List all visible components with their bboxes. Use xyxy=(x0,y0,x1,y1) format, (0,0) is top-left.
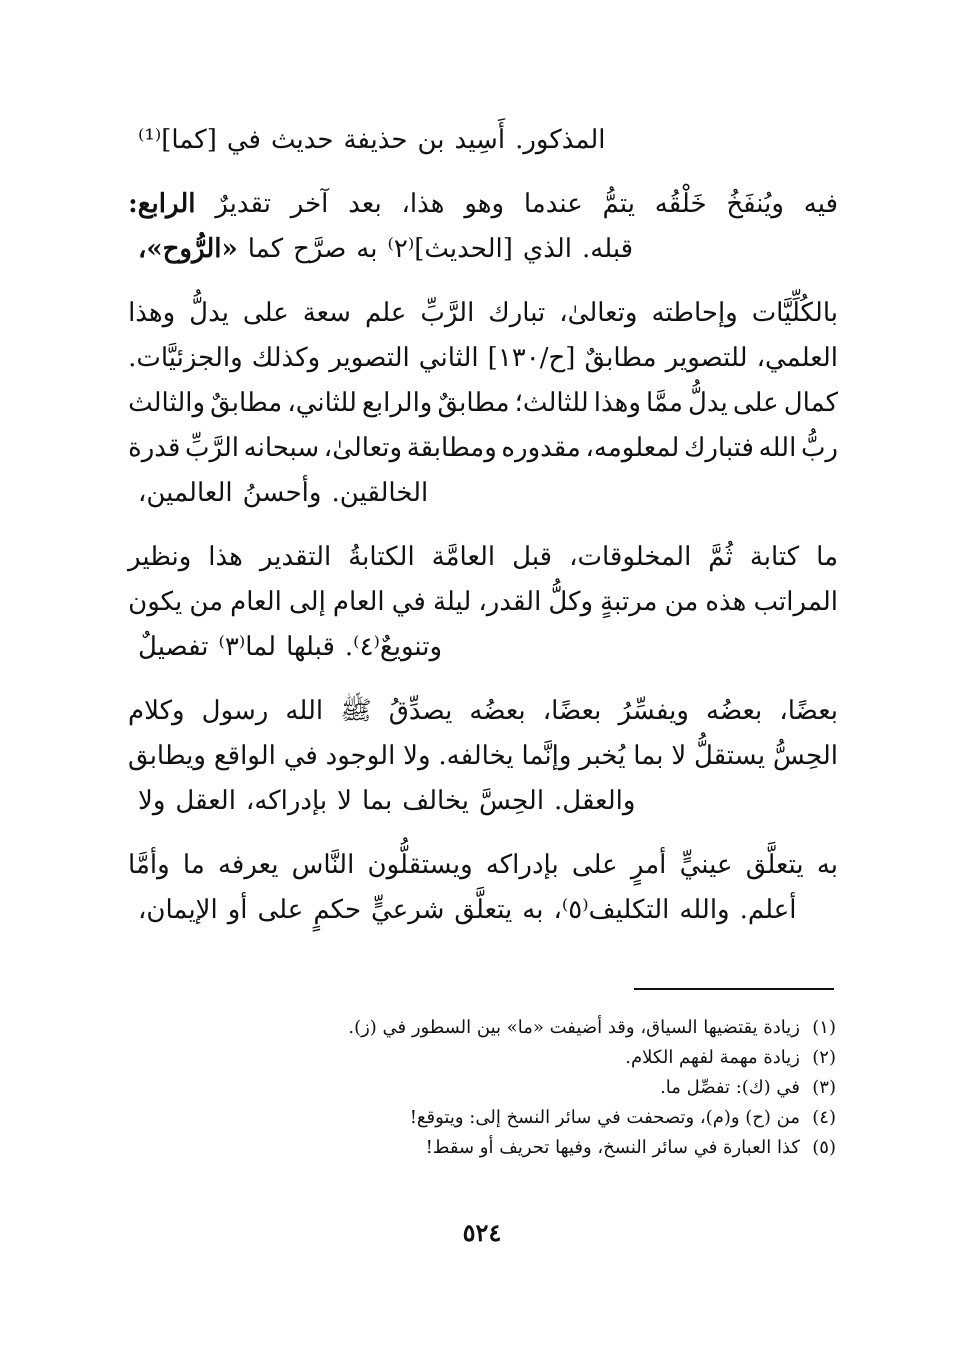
word: يصدِّقُ xyxy=(388,696,453,726)
footnote-text: زيادة يقتضيها السياق، وقد أضيفت «ما» بين السطور في (ز). xyxy=(348,1017,800,1038)
word: ليلة xyxy=(432,587,472,617)
page-number: ٥٢٤ xyxy=(462,1218,502,1247)
word: سعة xyxy=(302,298,351,328)
word: والعقل. xyxy=(554,786,636,816)
word: المراتب xyxy=(753,587,838,617)
word: بإدراكه، xyxy=(245,786,328,816)
word: ويطابق xyxy=(128,741,206,771)
word: ربُّ xyxy=(800,433,838,463)
word: يستقلُّ xyxy=(693,741,766,771)
word: وهذا xyxy=(128,298,176,328)
word: وكذلك xyxy=(251,343,321,373)
word: يُخبر xyxy=(579,741,626,771)
word: أو xyxy=(227,895,248,925)
word: حديث xyxy=(270,125,334,155)
paragraph xyxy=(128,182,838,272)
footnote xyxy=(136,1013,836,1043)
word: بما xyxy=(361,786,393,816)
word: يدلُّ xyxy=(189,298,229,328)
word: هذا xyxy=(208,542,243,572)
text-line xyxy=(128,426,838,471)
word: حذيفة xyxy=(343,125,408,155)
word: وأمَّا xyxy=(128,850,170,880)
word: الرَّبِّ xyxy=(420,298,475,328)
word: علم xyxy=(364,298,407,328)
word: أعلم. xyxy=(739,895,797,925)
word: على xyxy=(571,850,618,880)
word: رسول xyxy=(201,696,269,726)
word: الله xyxy=(758,433,797,463)
word: والله xyxy=(679,895,730,925)
footnote xyxy=(136,1133,836,1163)
word: ونظير xyxy=(128,542,192,572)
word: يخالف xyxy=(402,786,469,816)
word: لما⁽٣⁾ xyxy=(218,632,277,662)
word: لا xyxy=(671,741,687,771)
word: تفصيلٌ xyxy=(138,632,209,662)
word: ويستقلُّون xyxy=(367,850,473,880)
word: الله xyxy=(285,696,324,726)
word: به xyxy=(522,895,544,925)
word: كمال xyxy=(783,388,838,418)
word: التصوير xyxy=(329,343,410,373)
word: قدرة xyxy=(128,433,181,463)
word: إلى xyxy=(288,587,326,617)
word: هذا، xyxy=(401,189,445,219)
word: وكلُّ xyxy=(548,587,594,617)
footnote-number: (٣) xyxy=(812,1077,836,1098)
text-line xyxy=(128,471,838,516)
word: الواقع xyxy=(213,741,276,771)
word: على xyxy=(732,388,779,418)
word: العالمين، xyxy=(138,478,233,508)
text-line xyxy=(128,336,838,381)
word: شرعيٍّ xyxy=(371,895,445,925)
word: به xyxy=(816,850,838,880)
word: يكون xyxy=(128,587,183,617)
word: فيه xyxy=(803,189,838,219)
word: بعضُه xyxy=(469,696,526,726)
word: آخر xyxy=(290,189,329,219)
word: لمعلومه، xyxy=(585,433,680,463)
word: العقل xyxy=(175,786,236,816)
paragraph xyxy=(128,689,838,824)
footnote-text: من (ح) و(م)، وتصحفت في سائر النسخ إلى: ويتوقع! xyxy=(409,1107,800,1128)
word: أَسِيد xyxy=(454,125,506,155)
footnote-number: (٤) xyxy=(812,1107,836,1128)
footnote-number: (١) xyxy=(812,1017,836,1038)
word: بن xyxy=(417,125,445,155)
word: الخالقين. xyxy=(331,478,429,508)
word: أمرٍ xyxy=(630,850,667,880)
word: الكتابةُ xyxy=(348,542,415,572)
word: الوجود xyxy=(325,741,396,771)
text-line xyxy=(128,625,838,670)
word: بإدراكه xyxy=(485,850,559,880)
word: العام xyxy=(332,587,385,617)
word: الحِسُّ xyxy=(772,741,838,771)
word: ولا xyxy=(138,786,166,816)
word: فتبارك xyxy=(683,433,754,463)
word: للثالث؛ xyxy=(514,388,589,418)
word: والرابع xyxy=(362,388,433,418)
word: قبلها xyxy=(286,632,335,662)
word: التكليف⁽٥⁾، xyxy=(553,895,670,925)
word: هذه xyxy=(705,587,747,617)
word: الحِسَّ xyxy=(478,786,545,816)
word: يعرفه xyxy=(217,850,279,880)
word: الإيمان، xyxy=(138,895,218,925)
word: وتنويعٌ⁽٤⁾. xyxy=(344,632,443,662)
word: [الحديث]⁽٢⁾ xyxy=(387,234,513,264)
text-line xyxy=(128,291,838,336)
word: لا xyxy=(337,786,352,816)
word: وهو xyxy=(464,189,505,219)
word: القدر، xyxy=(478,587,542,617)
word: في xyxy=(283,741,318,771)
word: وهذا xyxy=(593,388,641,418)
word: «الرُّوح»، xyxy=(138,234,238,264)
word: في xyxy=(391,587,426,617)
word: من xyxy=(664,587,699,617)
word: مقدوره xyxy=(501,433,581,463)
word: وكلام xyxy=(128,696,185,726)
footnote-text: في (ك): تفصِّل ما. xyxy=(660,1077,800,1098)
word: يخالفه. xyxy=(438,741,514,771)
word: والثالث xyxy=(128,388,206,418)
word: بعضُه xyxy=(706,696,763,726)
word: العام xyxy=(230,587,282,617)
word: التقدير xyxy=(259,542,332,572)
footnote xyxy=(136,1103,836,1133)
word: مرتبةٍ xyxy=(600,587,658,617)
word: والجزئيَّات. xyxy=(128,343,243,373)
text-line xyxy=(128,689,838,734)
word: بعد xyxy=(348,189,382,219)
word: ممَّا xyxy=(646,388,683,418)
footnote-separator xyxy=(634,988,834,990)
word: عينيٍّ xyxy=(679,850,733,880)
word: بما xyxy=(633,741,664,771)
text-line xyxy=(128,580,838,625)
word: عندما xyxy=(523,189,583,219)
word: حكمٍ xyxy=(313,895,362,925)
word: مطابقٌ xyxy=(210,388,283,418)
footnote xyxy=(136,1043,836,1073)
paragraph xyxy=(128,291,838,516)
word: ﷺ xyxy=(340,696,372,726)
word: ويُنفَخُ xyxy=(726,189,784,219)
paragraph xyxy=(128,535,838,670)
text-line xyxy=(128,843,838,888)
main-text xyxy=(128,118,838,952)
word: يتعلَّق xyxy=(745,850,804,880)
word: قبله. xyxy=(582,234,634,264)
word: قبل xyxy=(512,542,553,572)
word: [ح/١٣٠] xyxy=(487,343,576,373)
text-line xyxy=(128,227,838,272)
word: الثاني xyxy=(418,343,479,373)
paragraph xyxy=(128,843,838,933)
text-line xyxy=(128,734,838,779)
word: وإحاطته xyxy=(651,298,738,328)
footnote-text: كذا العبارة في سائر النسخ، وفيها تحريف أو سقط! xyxy=(425,1137,800,1158)
word: الذي xyxy=(522,234,573,264)
word: وإنَّما xyxy=(521,741,572,771)
text-line xyxy=(128,381,838,426)
word: ثُمَّ xyxy=(708,542,733,572)
word: بعضًا، xyxy=(779,696,838,726)
word: ما xyxy=(182,850,205,880)
word: كما xyxy=(247,234,284,264)
word: يتمُّ xyxy=(602,189,635,219)
word: المذكور. xyxy=(515,125,606,155)
word: مطابقٌ xyxy=(437,388,510,418)
footnote xyxy=(136,1073,836,1103)
word: للتصوير xyxy=(665,343,748,373)
text-line xyxy=(128,535,838,580)
word: كتابة xyxy=(749,542,800,572)
word: ولا xyxy=(403,741,431,771)
word: الرَّبِّ xyxy=(185,433,239,463)
word: المخلوقات، xyxy=(569,542,692,572)
word: العامَّة xyxy=(431,542,496,572)
word: في xyxy=(226,125,261,155)
footnote-text: زيادة مهمة لفهم الكلام. xyxy=(625,1047,800,1068)
word: وتعالىٰ، xyxy=(559,298,638,328)
word: مطابقٌ xyxy=(584,343,657,373)
word: صرَّح xyxy=(293,234,347,264)
word: يتعلَّق xyxy=(454,895,513,925)
word: خَلْقُه xyxy=(654,189,707,219)
word: الرابع: xyxy=(128,189,196,219)
word: بعضًا، xyxy=(542,696,602,726)
text-line xyxy=(128,888,838,933)
word: ما xyxy=(816,542,838,572)
word: تقديرٌ xyxy=(215,189,271,219)
text-line xyxy=(128,779,838,824)
word: ويفسِّرُ xyxy=(618,696,689,726)
text-line xyxy=(128,118,838,163)
word: تبارك xyxy=(488,298,546,328)
text-line xyxy=(128,182,838,227)
word: به xyxy=(356,234,378,264)
paragraph xyxy=(128,118,838,163)
word: وأحسنُ xyxy=(242,478,322,508)
word: النَّاس xyxy=(291,850,355,880)
word: سبحانه xyxy=(243,433,320,463)
word: على xyxy=(242,298,289,328)
word: يدلُّ xyxy=(688,388,728,418)
word: من xyxy=(189,587,224,617)
word: ومطابقة xyxy=(406,433,497,463)
footnotes xyxy=(136,1013,836,1163)
footnote-number: (٢) xyxy=(812,1047,836,1068)
footnote-number: (٥) xyxy=(812,1137,836,1158)
word: للثاني، xyxy=(287,388,357,418)
word: بالكُلِّيَّات xyxy=(751,298,838,328)
word: على xyxy=(257,895,304,925)
word: العلمي، xyxy=(756,343,838,373)
word: وتعالىٰ، xyxy=(323,433,403,463)
word: [كما]⁽¹⁾ xyxy=(138,125,217,155)
